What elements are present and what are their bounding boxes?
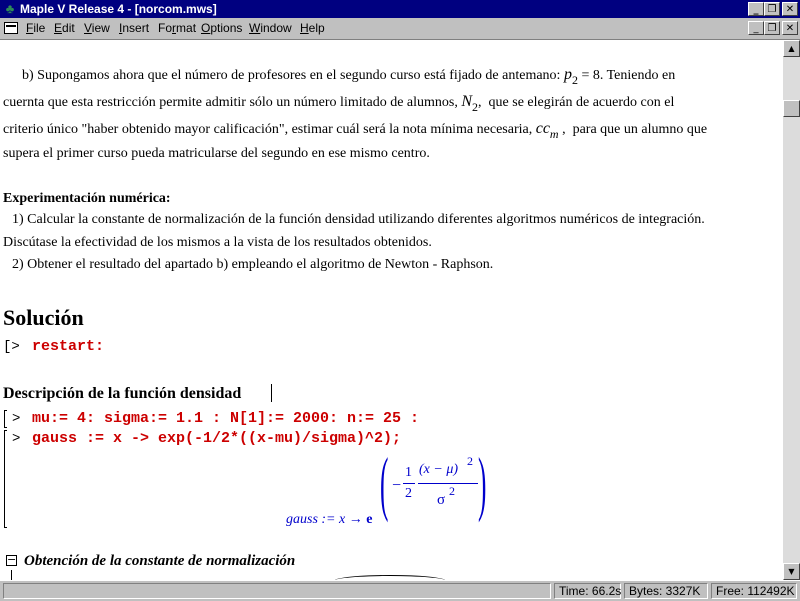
menu-insert[interactable]: Insert: [119, 21, 150, 35]
document-icon[interactable]: [4, 22, 18, 34]
maple-leaf-icon[interactable]: ♣: [5, 1, 15, 16]
collapse-section-toggle[interactable]: −: [7, 553, 17, 566]
experimentacion-item1-line1: 1) Calcular la constante de normalización de la función densidad utilizando diferentes algoritmos numéricos de integración.: [12, 212, 705, 227]
status-free: Free: 112492K: [711, 583, 797, 599]
doc-close-button[interactable]: ✕: [782, 21, 798, 35]
cmd1-prompt: >: [12, 411, 21, 427]
experimentacion-item1-line2: Discútase la efectividad de los mismos a la vista de los resultados obtenidos.: [3, 235, 432, 250]
scroll-down-arrow-icon[interactable]: ▼: [783, 563, 800, 580]
menu-view[interactable]: View: [84, 21, 110, 35]
cmd2-input[interactable]: gauss := x -> exp(-1/2*((x-mu)/sigma)^2);: [32, 430, 402, 447]
obtencion-heading: Obtención de la constante de normalización: [24, 553, 296, 569]
status-bytes: Bytes: 3327K: [624, 583, 708, 599]
para-b-line4: supera el primer curso pueda matricularse del segundo en ese mismo centro.: [3, 146, 430, 161]
gauss-output-lhs: gauss := x → e: [286, 512, 373, 527]
vertical-scrollbar[interactable]: [783, 40, 800, 580]
menu-help[interactable]: Help: [300, 21, 325, 35]
menu-window[interactable]: Window: [249, 21, 292, 35]
restart-command[interactable]: restart:: [32, 338, 105, 355]
app-restore-button[interactable]: ❐: [764, 2, 780, 16]
menu-edit[interactable]: Edit: [54, 21, 75, 35]
doc-restore-button[interactable]: ❐: [764, 21, 780, 35]
title-bar: [0, 0, 800, 18]
text-cursor: [271, 384, 272, 402]
scroll-thumb[interactable]: [783, 100, 800, 117]
scroll-up-arrow-icon[interactable]: ▲: [783, 40, 800, 57]
menu-file[interactable]: File: [26, 21, 46, 35]
status-message: [3, 583, 551, 599]
experimentacion-heading: Experimentación numérica:: [3, 191, 171, 206]
para-b-line3: criterio único "haber obtenido mayor calificación", estimar cuál será la nota mínima necesaria, ccm , para que un alumno que: [3, 120, 708, 141]
app-close-button[interactable]: ✕: [782, 2, 798, 16]
app-minimize-button[interactable]: _: [748, 2, 764, 16]
menu-options[interactable]: Options: [201, 21, 243, 35]
window-title: Maple V Release 4 - [norcom.mws]: [20, 2, 217, 16]
exec-group-bracket-1[interactable]: [4, 410, 7, 428]
experimentacion-item2: 2) Obtener el resultado del apartado b) empleando el algoritmo de Newton - Raphson.: [12, 257, 494, 272]
cmd1-input[interactable]: mu:= 4: sigma:= 1.1 : N[1]:= 2000: n:= 25 :: [32, 410, 420, 427]
restart-prompt: [>: [3, 339, 20, 355]
status-time: Time: 66.2s: [554, 583, 621, 599]
worksheet[interactable]: b) Supongamos ahora que el número de profesores en el segundo curso está fijado de antemano: p2 = 8. Teniendo en cuernta que esta restricción permite admitir sólo un número limitado de alumnos, N2, que se elegirán de acuerdo con el criterio único "haber obtenido mayor calificación", estimar cuál será la nota mínima necesaria, ccm , para que un alumno que supera el primer curso pueda matricularse del segundo en ese mismo centro. Experimentación numérica: 1) Calcular la constante de normalización de la función densidad utilizando diferentes algoritmos numéricos de integración. Discútase la efectividad de los mismos a la vista de los resultados obtenidos. 2) Obtener el resultado del apartado b) empleando el algoritmo de Newton - Raphson. Solución [> restart: Descripción de la función densidad > mu:= 4: sigma:= 1.1 : N[1]:= 2000: n:= 25 : > gauss := x -> exp(-1/2*((x-mu)/sigma)^2); gauss := x → e ( − 1 2 (x − μ) 2 σ 2 ) − Obtención de la constante de normalización: [0, 40, 783, 580]
densidad-heading: Descripción de la función densidad: [3, 385, 242, 402]
solucion-heading: Solución: [3, 305, 84, 330]
exec-group-bracket-2[interactable]: [4, 430, 7, 528]
menu-bar: [0, 18, 800, 40]
para-b-line2: cuernta que esta restricción permite admitir sólo un número limitado de alumnos, N2, que se elegirán de acuerdo con el: [3, 93, 675, 114]
status-bar: [0, 580, 800, 601]
menu-format[interactable]: Format: [158, 21, 197, 35]
doc-minimize-button[interactable]: _: [748, 21, 764, 35]
section-line: [11, 570, 12, 580]
para-b-line1: b) Supongamos ahora que el número de profesores en el segundo curso está fijado de antemano: p2 = 8. Teniendo en: [22, 66, 676, 87]
cmd2-prompt: >: [12, 431, 21, 447]
